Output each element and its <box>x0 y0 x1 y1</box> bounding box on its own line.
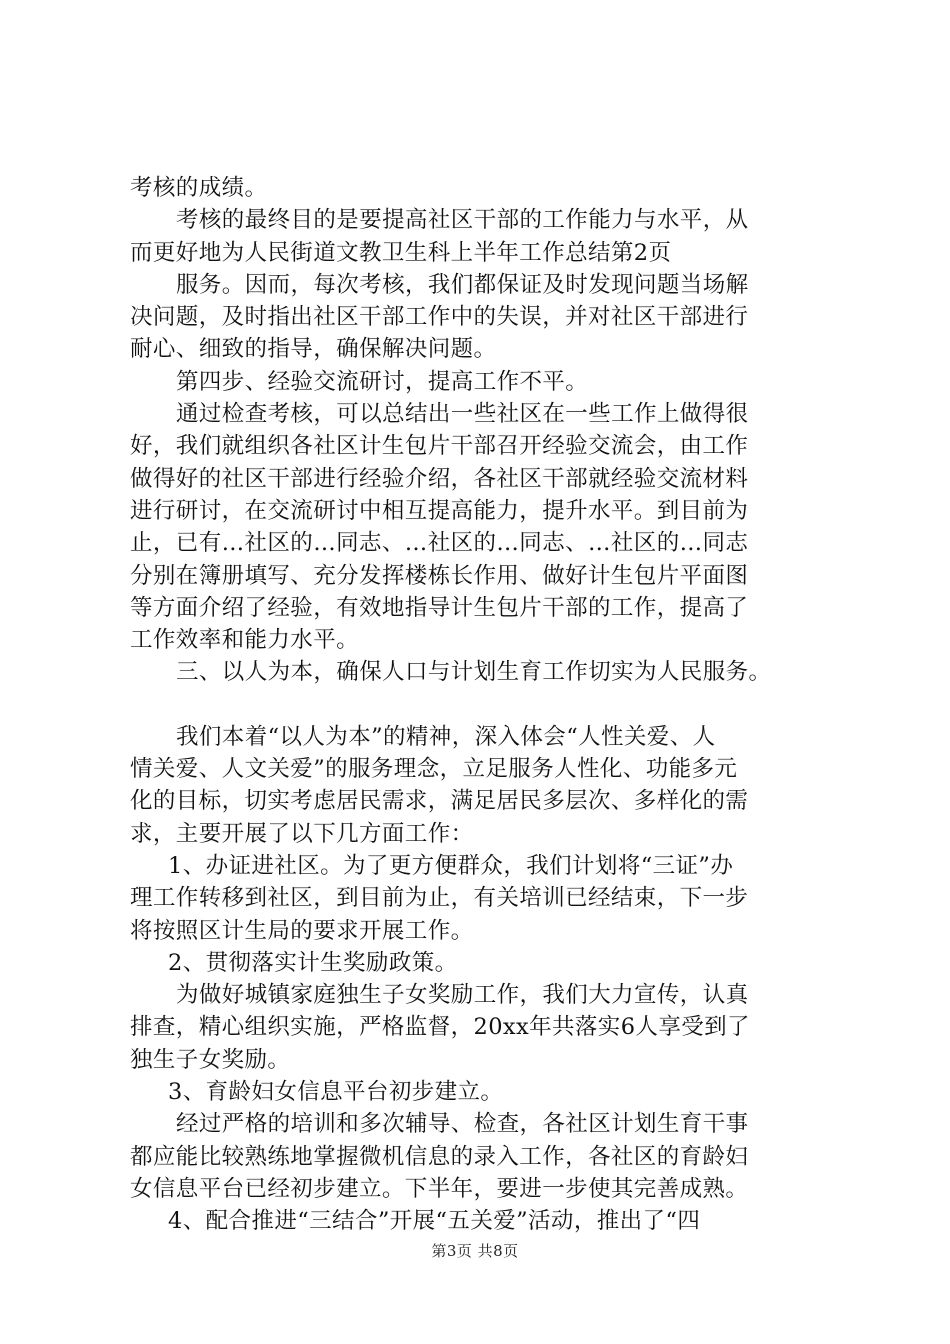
section-heading: 三、以人为本，确保人口与计划生育工作切实为人民服务。 <box>176 659 772 686</box>
text-line: 分别在簿册填写、充分发挥楼栋长作用、做好计生包片平面图 <box>130 562 749 589</box>
text-line: 考核的成绩。 <box>130 175 268 201</box>
page-number-footer: 第3页 共8页 <box>431 1242 519 1260</box>
text-line: 为做好城镇家庭独生子女奖励工作，我们大力宣传，认真 <box>176 982 749 1009</box>
text-line: 进行研讨，在交流研讨中相互提高能力，提升水平。到目前为 <box>130 497 749 524</box>
text-line: 等方面介绍了经验，有效地指导计生包片干部的工作，提高了 <box>130 594 749 621</box>
text-line: 耐心、细致的指导，确保解决问题。 <box>130 336 497 363</box>
text-line: 服务。因而，每次考核，我们都保证及时发现问题当场解 <box>176 271 749 298</box>
text-line: 止，已有…社区的…同志、…社区的…同志、…社区的…同志 <box>130 530 749 557</box>
text-line: 化的目标，切实考虑居民需求，满足居民多层次、多样化的需 <box>130 788 749 815</box>
list-item-heading: 1、办证进社区。为了更方便群众，我们计划将“三证”办 <box>168 852 734 879</box>
text-line: 求，主要开展了以下几方面工作： <box>130 820 474 847</box>
text-line: 独生子女奖励。 <box>130 1046 291 1073</box>
text-line: 考核的最终目的是要提高社区干部的工作能力与水平，从 <box>176 207 749 234</box>
document-body <box>130 172 830 1238</box>
text-line: 决问题，及时指出社区干部工作中的失误，并对社区干部进行 <box>130 304 749 331</box>
text-line: 女信息平台已经初步建立。下半年，要进一步使其完善成熟。 <box>130 1175 749 1202</box>
paragraph-spacer <box>130 689 830 721</box>
text-line: 通过检查考核，可以总结出一些社区在一些工作上做得很 <box>176 401 749 428</box>
text-line: 而更好地为人民街道文教卫生科上半年工作总结第2页 <box>130 239 672 266</box>
list-item-heading: 2、贯彻落实计生奖励政策。 <box>168 949 458 976</box>
text-line: 情关爱、人文关爱”的服务理念，立足服务人性化、功能多元 <box>130 756 738 783</box>
text-line: 理工作转移到社区，到目前为止，有关培训已经结束，下一步 <box>130 885 749 912</box>
text-line: 将按照区计生局的要求开展工作。 <box>130 917 474 944</box>
list-item-heading: 4、配合推进“三结合”开展“五关爱”活动，推出了“四 <box>168 1208 701 1235</box>
section-heading: 第四步、经验交流研讨，提高工作不平。 <box>176 368 589 395</box>
text-line: 排查，精心组织实施，严格监督，20xx年共落实6人享受到了 <box>130 1014 750 1041</box>
list-item-heading: 3、育龄妇女信息平台初步建立。 <box>168 1079 504 1106</box>
text-line: 好，我们就组织各社区计生包片干部召开经验交流会，由工作 <box>130 433 749 460</box>
text-line: 工作效率和能力水平。 <box>130 627 360 654</box>
text-line: 都应能比较熟练地掌握微机信息的录入工作，各社区的育龄妇 <box>130 1143 749 1170</box>
text-line: 我们本着“以人为本”的精神，深入体会“人性关爱、人 <box>176 723 716 750</box>
text-line: 经过严格的培训和多次辅导、检查，各社区计划生育干事 <box>176 1111 749 1138</box>
text-line: 做得好的社区干部进行经验介绍，各社区干部就经验交流材料 <box>130 465 749 492</box>
